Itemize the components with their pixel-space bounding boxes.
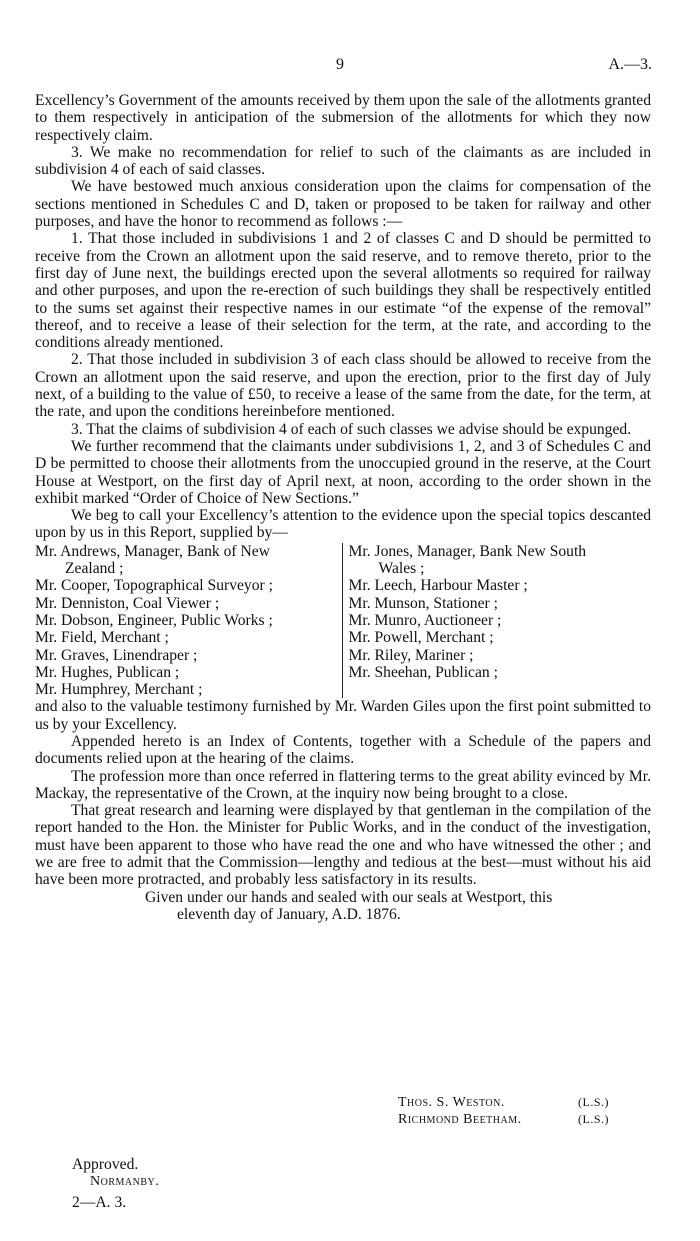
signature-block [398,1094,609,1129]
signing-date: eleventh day of January, A.D. 1876. [177,905,401,923]
report-body [35,92,651,923]
witness-list [35,543,651,699]
signatory-name: Thos. S. Weston. [398,1095,505,1110]
page-header [0,56,700,76]
witness-entry: Mr. Cooper, Topographical Surveyor ; [35,577,273,595]
witness-entry: Mr. Jones, Manager, Bank New South Wales ; [348,542,587,578]
witness-entry: Mr. Andrews, Manager, Bank of New Zealand ; [35,542,270,578]
witness-column-left [35,543,342,699]
witness-column-right [342,543,652,699]
witness-entry: Mr. Denniston, Coal Viewer ; [35,594,220,612]
paragraph: and also to the valuable testimony furnished by Mr. Warden Giles upon the first point submitted to us by your Excellency. [35,698,651,733]
paragraph: 3. We make no recommendation for relief to such of the claimants as are included in subdivision 4 of each of said classes. [35,143,651,179]
paragraph: We further recommend that the claimants under subdivisions 1, 2, and 3 of Schedules C and D be permitted to choose their allotments from the unoccupied ground in the reserve, at the Court House at Westport, on the first day of April next, at noon, according to the order shown in the exhibit marked “Order of Choice of New Sections.” [35,437,651,507]
footer-reference: 2—A. 3. [72,1194,127,1211]
document-reference: A.—3. [608,56,652,73]
paragraph: That great research and learning were displayed by that gentleman in the compilation of the report handed to the Hon. the Minister for Public Works, and in the conduct of the investigation, must have been apparent to those who have read the one and who have witnessed the other ; and we are free to admit that the Commission—lengthy and tedious at the best—must without his aid have been more protracted, and probably less satisfactory in its results. [35,802,651,889]
paragraph: 3. That the claims of subdivision 4 of each of such classes we advise should be expunged. [71,420,632,438]
signature [398,1111,609,1128]
paragraph: We beg to call your Excellency’s attention to the evidence upon the special topics descanted upon by us in this Report, supplied by— [35,507,651,542]
paragraph: 1. That those included in subdivisions 1 and 2 of classes C and D should be permitted to receive from the Crown an allotment upon the said reserve, and to remove thereto, prior to the first day of June next, the buildings erected upon the several allotments so required for railway and other purposes, and upon the re-erection of such buildings they shall be respectively entitled to the sums set against their respective names in our estimate “of the expense of the removal” thereof, and to receive a lease of their selection for the term, at the rate, and according to the conditions already mentioned. [35,230,651,352]
approval-block [72,1156,159,1191]
approval-label: Approved. [72,1156,139,1173]
witness-entry: Mr. Hughes, Publican ; [35,663,180,681]
witness-entry: Mr. Riley, Mariner ; [348,646,474,664]
paragraph: Excellency’s Government of the amounts received by them upon the sale of the allotments granted to them respectively in anticipation of the submersion of the allotments for which they now respectively claim. [35,92,651,144]
page-number: 9 [336,56,344,73]
witness-entry: Mr. Dobson, Engineer, Public Works ; [35,611,273,629]
signatory-name: Richmond Beetham. [398,1112,522,1128]
paragraph: The profession more than once referred in flattering terms to the great ability evinced by Mr. Mackay, the representative of the Crown, at the inquiry now being brought to a close. [35,767,651,802]
signing-clause [35,889,651,924]
signature [398,1094,609,1111]
paragraph: We have bestowed much anxious consideration upon the claims for compensation of the sections mentioned in Schedules C and D, taken or proposed to be taken for railway and other purposes, and have the honor to recommend as follows :— [35,178,651,231]
witness-entry: Mr. Powell, Merchant ; [348,629,494,647]
signing-line: Given under our hands and sealed with our seals at Westport, this [145,888,553,906]
witness-entry: Mr. Leech, Harbour Master ; [348,577,528,595]
seal-mark: (L.S.) [578,1095,609,1109]
paragraph: 2. That those included in subdivision 3 of each class should be allowed to receive from the Crown an allotment upon the said reserve, and upon the erection, prior to the first day of July next, of a building to the value of £50, to receive a lease of the same from the date, for the term, at the rate, and upon the conditions hereinbefore mentioned. [35,351,651,421]
witness-entry: Mr. Graves, Linendraper ; [35,646,198,664]
witness-entry: Mr. Field, Merchant ; [35,629,169,647]
witness-entry: Mr. Munro, Auctioneer ; [348,611,502,629]
witness-entry: Mr. Sheehan, Publican ; [348,663,498,681]
governor-name: Normanby. [90,1174,160,1190]
seal-mark: (L.S.) [578,1112,609,1127]
witness-entry: Mr. Humphrey, Merchant ; [35,681,203,699]
witness-entry: Mr. Munson, Stationer ; [348,594,498,612]
paragraph: Appended hereto is an Index of Contents, together with a Schedule of the papers and documents relied upon at the hearing of the claims. [35,732,651,768]
